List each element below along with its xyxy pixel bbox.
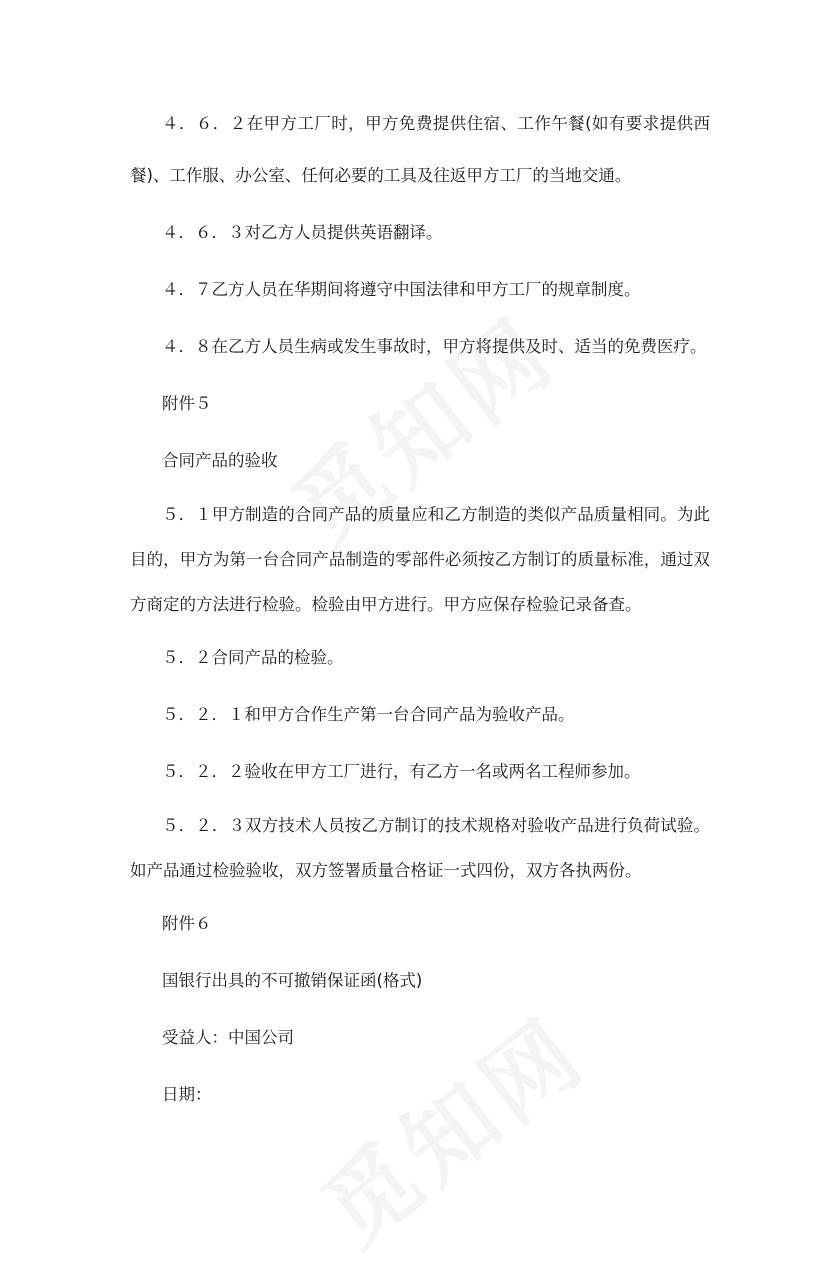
appendix-6-heading: 附件６ <box>162 914 212 933</box>
appendix-6-title: 国银行出具的不可撤销保证函(格式) <box>162 971 423 990</box>
paragraph-5-2: ５．２合同产品的检验。 <box>162 648 344 667</box>
paragraph-4-6-3: ４．６．３对乙方人员提供英语翻译。 <box>162 223 443 242</box>
paragraph-4-7: ４．７乙方人员在华期间将遵守中国法律和甲方工厂的规章制度。 <box>162 280 641 299</box>
beneficiary-line: 受益人：中国公司 <box>162 1028 294 1047</box>
paragraph-5-2-2: ５．２．２验收在甲方工厂进行，有乙方一名或两名工程师参加。 <box>162 762 641 781</box>
appendix-5-title: 合同产品的验收 <box>162 451 278 470</box>
paragraph-5-2-1: ５．２．１和甲方合作生产第一台合同产品为验收产品。 <box>162 705 575 724</box>
document-body <box>130 98 710 1126</box>
paragraph-5-1: ５．１甲方制造的合同产品的质量应和乙方制造的类似产品质量相同。为此目的，甲方为第一台合同产品制造的零部件必须按乙方制订的质量标准，通过双方商定的方法进行检验。检验由甲方进行。甲方应保存检验记录备查。 <box>130 505 710 614</box>
date-line: 日期： <box>162 1085 212 1104</box>
appendix-5-heading: 附件５ <box>162 394 212 413</box>
paragraph-5-2-3: ５．２．３双方技术人员按乙方制订的技术规格对验收产品进行负荷试验。如产品通过检验验收，双方签署质量合格证一式四份，双方各执两份。 <box>130 816 710 880</box>
paragraph-4-6-2: ４．６．２在甲方工厂时，甲方免费提供住宿、工作午餐(如有要求提供西餐)、工作服、办公室、任何必要的工具及往返甲方工厂的当地交通。 <box>130 114 710 185</box>
paragraph-4-8: ４．８在乙方人员生病或发生事故时，甲方将提供及时、适当的免费医疗。 <box>162 337 707 356</box>
